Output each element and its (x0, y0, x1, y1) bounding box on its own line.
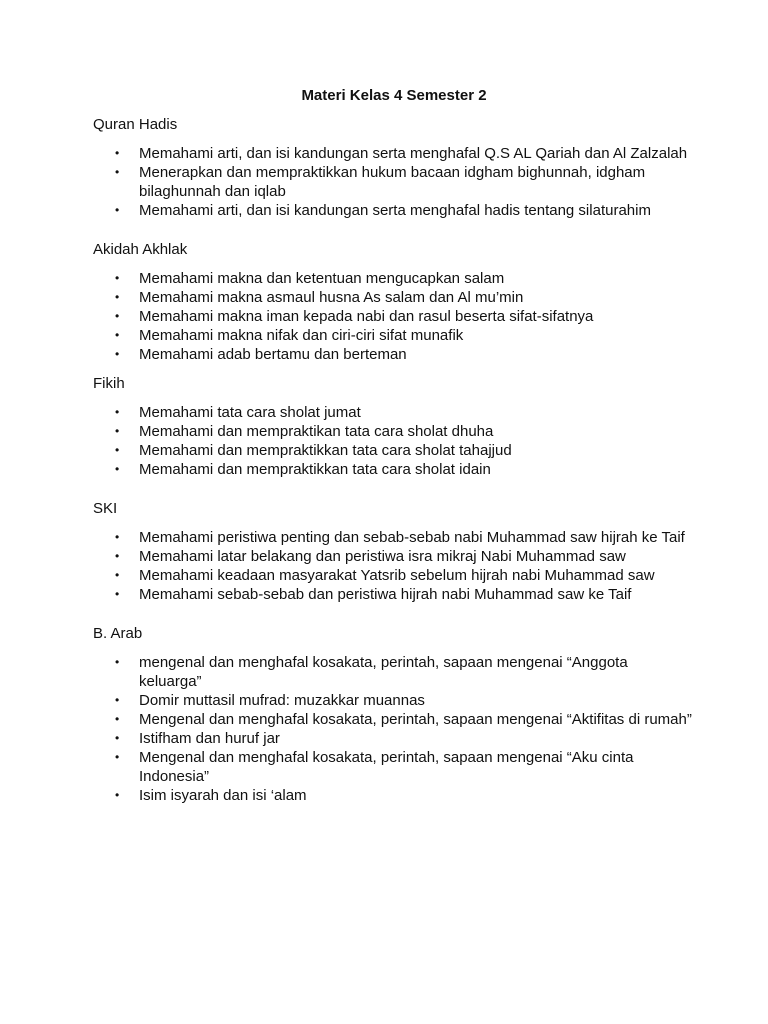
bullet-icon: • (115, 693, 120, 707)
bullet-icon: • (115, 443, 120, 457)
list-item (93, 547, 693, 566)
list-item-text: Memahami dan mempraktikkan tata cara sholat tahajjud (139, 442, 512, 459)
bullet-icon: • (115, 462, 120, 476)
list-item (93, 585, 693, 604)
list-item-text: Mengenal dan menghafal kosakata, perintah, sapaan mengenai “Aktifitas di rumah” (139, 711, 692, 728)
list-item-text: Istifham dan huruf jar (139, 730, 280, 747)
list-item (93, 403, 693, 422)
list-item-text: Memahami makna nifak dan ciri-ciri sifat munafik (139, 327, 464, 344)
list-item (93, 345, 693, 364)
bullet-icon: • (115, 271, 120, 285)
list-item (93, 691, 693, 710)
bullet-icon: • (115, 530, 120, 544)
list-item-text: Memahami tata cara sholat jumat (139, 404, 361, 421)
bullet-icon: • (115, 328, 120, 342)
list-item (93, 288, 693, 307)
list-item (93, 201, 693, 220)
bullet-icon: • (115, 549, 120, 563)
bullet-icon: • (115, 405, 120, 419)
list-item (93, 729, 693, 748)
list-item (93, 710, 693, 729)
bullet-icon: • (115, 788, 120, 802)
section-list-fikih (93, 403, 693, 479)
list-item-text: Memahami arti, dan isi kandungan serta menghafal Q.S AL Qariah dan Al Zalzalah (139, 145, 688, 162)
list-item (93, 528, 693, 547)
list-item-text: Memahami makna iman kepada nabi dan rasul beserta sifat-sifatnya (139, 308, 594, 325)
list-item-text: Memahami arti, dan isi kandungan serta menghafal hadis tentang silaturahim (139, 202, 651, 219)
section-list-quran-hadis (93, 144, 693, 220)
list-item-text: Memahami makna asmaul husna As salam dan Al mu’min (139, 289, 524, 306)
bullet-icon: • (115, 655, 120, 669)
section-list-akidah-akhlak (93, 269, 693, 364)
bullet-icon: • (115, 146, 120, 160)
list-item (93, 460, 693, 479)
list-item (93, 326, 693, 345)
page-title: Materi Kelas 4 Semester 2 (301, 87, 487, 104)
list-item (93, 441, 693, 460)
bullet-icon: • (115, 587, 120, 601)
list-item (93, 163, 693, 201)
bullet-icon: • (115, 309, 120, 323)
list-item-text: Memahami adab bertamu dan berteman (139, 346, 407, 363)
list-item (93, 422, 693, 441)
list-item-text: Menerapkan dan mempraktikkan hukum bacaan idgham bighunnah, idgham bilaghunnah dan iqlab (139, 164, 646, 200)
section-heading-fikih: Fikih (93, 375, 125, 392)
list-item-text: Memahami dan mempraktikan tata cara sholat dhuha (139, 423, 494, 440)
list-item (93, 786, 693, 805)
list-item-text: Memahami makna dan ketentuan mengucapkan salam (139, 270, 505, 287)
list-item-text: Memahami dan mempraktikkan tata cara sholat idain (139, 461, 491, 478)
list-item-text: Domir muttasil mufrad: muzakkar muannas (139, 692, 425, 709)
section-list-b-arab (93, 653, 693, 805)
document-page (93, 86, 693, 805)
list-item (93, 144, 693, 163)
list-item-text: Isim isyarah dan isi ‘alam (139, 787, 307, 804)
list-item (93, 307, 693, 326)
list-item-text: Memahami latar belakang dan peristiwa isra mikraj Nabi Muhammad saw (139, 548, 626, 565)
bullet-icon: • (115, 165, 120, 179)
bullet-icon: • (115, 750, 120, 764)
list-item (93, 653, 693, 691)
list-item (93, 269, 693, 288)
bullet-icon: • (115, 347, 120, 361)
section-list-ski (93, 528, 693, 604)
bullet-icon: • (115, 290, 120, 304)
list-item-text: Memahami sebab-sebab dan peristiwa hijrah nabi Muhammad saw ke Taif (139, 586, 632, 603)
section-heading-ski: SKI (93, 500, 118, 517)
list-item-text: mengenal dan menghafal kosakata, perintah, sapaan mengenai “Anggota keluarga” (139, 654, 628, 690)
bullet-icon: • (115, 424, 120, 438)
list-item (93, 566, 693, 585)
bullet-icon: • (115, 568, 120, 582)
section-heading-akidah-akhlak: Akidah Akhlak (93, 241, 188, 258)
bullet-icon: • (115, 712, 120, 726)
bullet-icon: • (115, 203, 120, 217)
list-item (93, 748, 693, 786)
section-heading-quran-hadis: Quran Hadis (93, 116, 178, 133)
section-heading-b-arab: B. Arab (93, 625, 143, 642)
list-item-text: Memahami peristiwa penting dan sebab-sebab nabi Muhammad saw hijrah ke Taif (139, 529, 685, 546)
list-item-text: Memahami keadaan masyarakat Yatsrib sebelum hijrah nabi Muhammad saw (139, 567, 655, 584)
bullet-icon: • (115, 731, 120, 745)
list-item-text: Mengenal dan menghafal kosakata, perintah, sapaan mengenai “Aku cinta Indonesia” (139, 749, 634, 785)
